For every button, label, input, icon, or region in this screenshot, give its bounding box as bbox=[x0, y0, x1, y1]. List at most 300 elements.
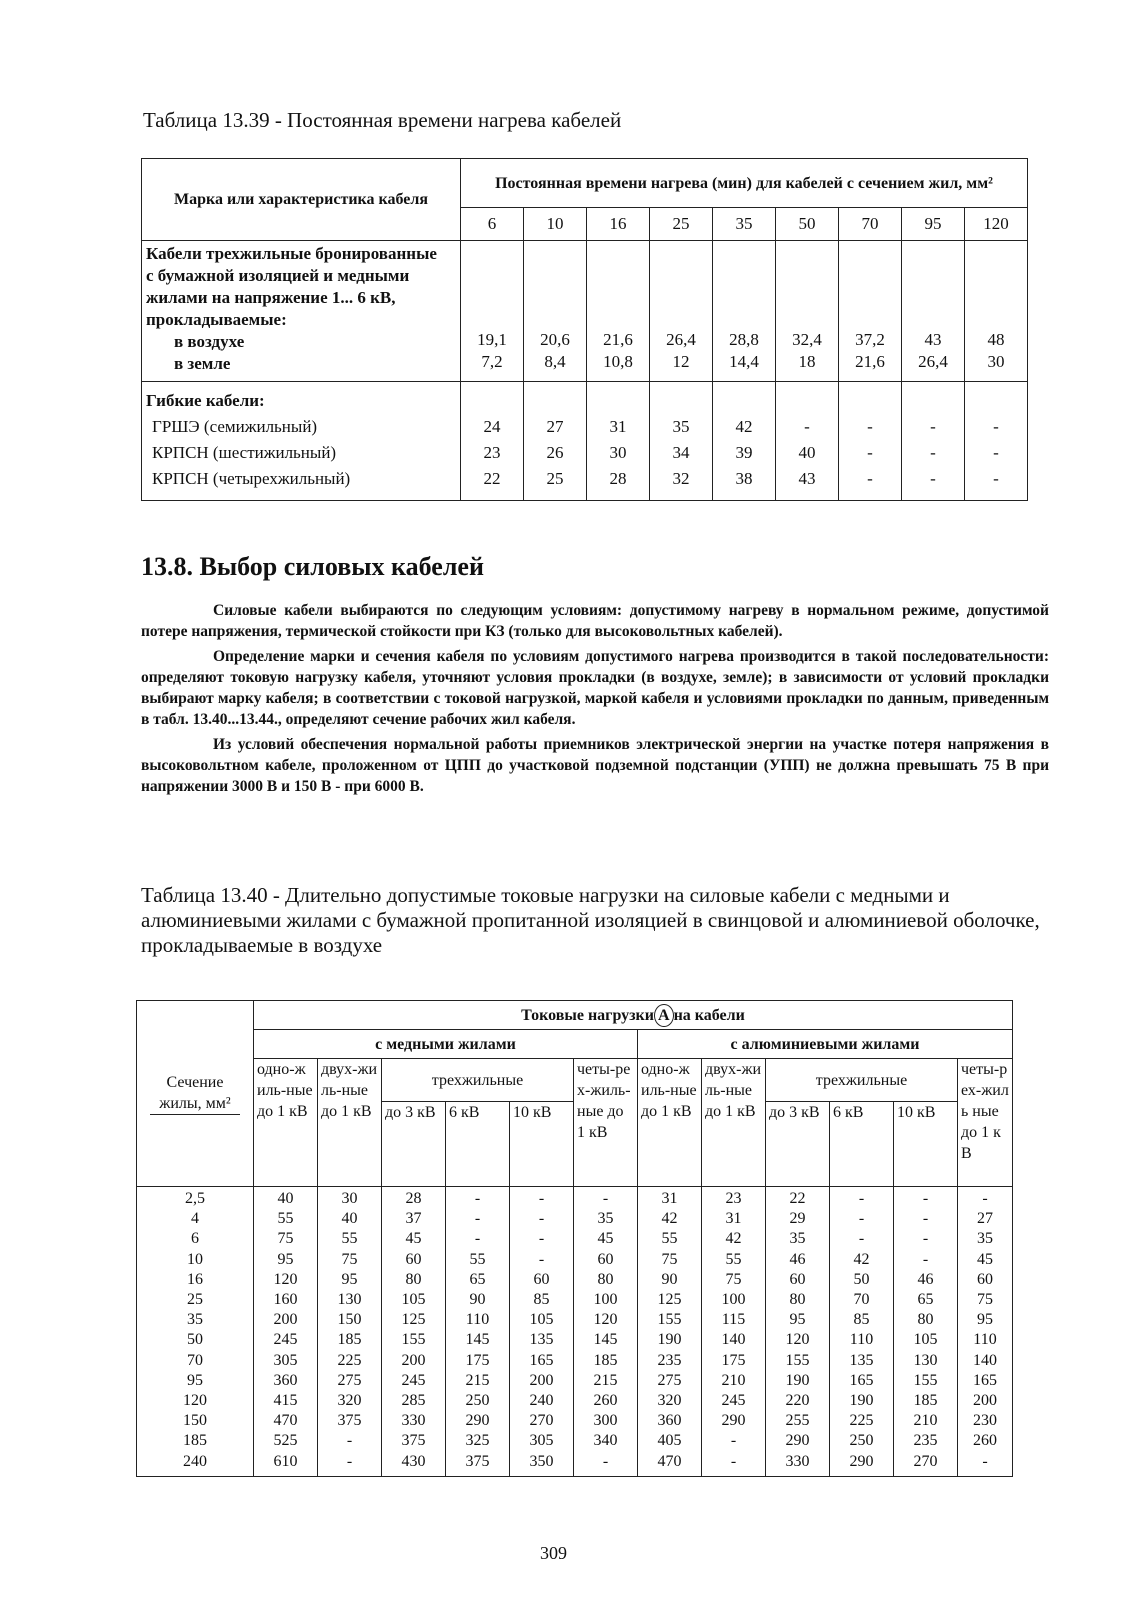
table1-section-10: 10 bbox=[524, 208, 587, 241]
table2-value: 290 bbox=[465, 1412, 490, 1430]
table2-value: 320 bbox=[337, 1392, 362, 1410]
table1-header-left: Марка или характеристика кабеля bbox=[142, 159, 461, 241]
page-number: 309 bbox=[540, 1543, 567, 1563]
table2-value: 185 bbox=[337, 1331, 362, 1349]
table2-header-top-suffix: на кабели bbox=[673, 1006, 745, 1024]
table2-value: - bbox=[922, 1230, 929, 1248]
unit-circle: А bbox=[654, 1004, 674, 1027]
table2-value: 29 bbox=[789, 1210, 806, 1228]
table2-value: 85 bbox=[853, 1311, 870, 1329]
table1-value: - bbox=[930, 443, 936, 462]
table2-sections-column bbox=[137, 1187, 254, 1477]
table2-value: 60 bbox=[977, 1270, 993, 1288]
paragraph-3: Из условий обеспечения нормальной работы приемников электрической энергии на участке потеря напряжения в высоковольтном кабеле, проложенном от ЦПП до участковой подземной подстанции (УПП) не должна превышать 75 В при напряжении 3000 В и 150 В - при 6000 В. bbox=[141, 736, 1049, 795]
table1-value: 35 bbox=[672, 417, 690, 436]
table2-value: 110 bbox=[465, 1311, 490, 1329]
table2-value: 145 bbox=[593, 1331, 618, 1349]
table2-value: 42 bbox=[661, 1210, 678, 1228]
table2-value: 60 bbox=[533, 1270, 550, 1288]
table2-value: 140 bbox=[973, 1351, 997, 1369]
table2-value: 55 bbox=[725, 1250, 742, 1268]
table2-value: 305 bbox=[273, 1351, 298, 1369]
table1-section-70: 70 bbox=[839, 208, 902, 241]
table1-group2-values bbox=[461, 382, 524, 501]
table2-value: - bbox=[922, 1190, 929, 1207]
table1-value: - bbox=[993, 443, 999, 462]
table2-value: 35 bbox=[977, 1230, 993, 1248]
table1-value: 7,2 bbox=[481, 352, 503, 371]
table2-value: 46 bbox=[917, 1270, 934, 1288]
table2-value: 60 bbox=[405, 1250, 422, 1268]
table2-value: 200 bbox=[973, 1392, 997, 1410]
table-13-39 bbox=[141, 158, 1028, 501]
table2-value: 75 bbox=[277, 1230, 294, 1248]
table2-value: 165 bbox=[973, 1371, 997, 1389]
table2-value: 235 bbox=[657, 1351, 682, 1369]
table2-value: - bbox=[346, 1432, 353, 1450]
table2-value: 290 bbox=[785, 1432, 810, 1450]
table2-value: 305 bbox=[529, 1432, 554, 1450]
table2-value: 260 bbox=[593, 1392, 618, 1410]
table2-value: 190 bbox=[657, 1331, 682, 1349]
table2-al-3kv: до 3 кВ bbox=[766, 1102, 830, 1187]
table2-value: 80 bbox=[597, 1270, 614, 1288]
table2-value: 285 bbox=[401, 1392, 426, 1410]
table2-value: 155 bbox=[785, 1351, 810, 1369]
table1-value: 23 bbox=[483, 443, 501, 462]
table2-value: - bbox=[474, 1190, 481, 1207]
table2-values-column bbox=[446, 1187, 510, 1477]
table2-cu-single: одно-жиль-ные до 1 кВ bbox=[254, 1059, 318, 1187]
paragraph-1: Силовые кабели выбираются по следующим условиям: допустимому нагреву в нормальном режиме, допустимой потере напряжения, термической стойкости при КЗ (только для высоковольтных кабелей). bbox=[141, 602, 1049, 640]
table2-value: 525 bbox=[273, 1432, 298, 1450]
table2-value: 200 bbox=[529, 1371, 554, 1389]
table2-value: 55 bbox=[469, 1250, 486, 1268]
table2-value: 150 bbox=[337, 1311, 362, 1329]
table1-section-95: 95 bbox=[902, 208, 965, 241]
table2-value: - bbox=[922, 1210, 929, 1228]
table1-row-krpsn4-label: КРПСН (четырехжильный) bbox=[152, 469, 351, 488]
table2-section-value: 35 bbox=[187, 1311, 203, 1329]
table2-value: 95 bbox=[789, 1311, 806, 1329]
table2-value: 90 bbox=[469, 1291, 486, 1309]
table1-group1 bbox=[142, 241, 461, 382]
table2-value: 110 bbox=[849, 1331, 874, 1349]
table2-cu-6kv: 6 кВ bbox=[446, 1102, 510, 1187]
table1-value: - bbox=[993, 417, 999, 436]
table2-value: 100 bbox=[721, 1291, 746, 1309]
table2-values-column bbox=[574, 1187, 638, 1477]
table2-cu-triple: трехжильные bbox=[382, 1059, 574, 1102]
table2-value: 125 bbox=[657, 1291, 682, 1309]
table2-value: 75 bbox=[977, 1291, 993, 1309]
table2-value: 35 bbox=[789, 1230, 806, 1248]
table2-value: 85 bbox=[533, 1291, 550, 1309]
table2-aluminium-header: с алюминиевыми жилами bbox=[638, 1030, 1013, 1059]
table2-caption: Таблица 13.40 - Длительно допустимые токовые нагрузки на силовые кабели с медными и алюминиевыми жилами с бумажной пропитанной изоляцией в свинцовой и алюминиевой оболочке, прокладываемые в воздухе bbox=[141, 883, 1040, 957]
table2-value: 135 bbox=[849, 1351, 874, 1369]
table2-value: 430 bbox=[401, 1452, 426, 1470]
table2-value: 42 bbox=[725, 1230, 742, 1248]
table1-section-25: 25 bbox=[650, 208, 713, 241]
table1-value: 27 bbox=[546, 417, 564, 436]
table1-value: 12 bbox=[672, 352, 690, 371]
table2-value: 80 bbox=[917, 1311, 934, 1329]
table2-value: - bbox=[922, 1250, 929, 1268]
table2-value: 330 bbox=[401, 1412, 426, 1430]
table2-value: - bbox=[538, 1230, 545, 1248]
table2-value: 28 bbox=[405, 1190, 422, 1207]
table2-section-value: 4 bbox=[191, 1210, 199, 1228]
table2-body-row bbox=[137, 1187, 1013, 1477]
table2-value: - bbox=[474, 1230, 481, 1248]
table2-value: 105 bbox=[401, 1291, 426, 1309]
table1-group2-values bbox=[902, 382, 965, 501]
table1-group1-values bbox=[713, 241, 776, 382]
table1-value: 34 bbox=[672, 443, 690, 462]
table2-value: 46 bbox=[789, 1250, 806, 1268]
table2-value: - bbox=[858, 1210, 865, 1228]
table2-value: 65 bbox=[917, 1291, 934, 1309]
table1-value: 28 bbox=[609, 469, 627, 488]
table2-values-column bbox=[318, 1187, 382, 1477]
table1-spacer bbox=[654, 241, 708, 329]
table2-value: 115 bbox=[721, 1311, 746, 1329]
table1-group2-values bbox=[587, 382, 650, 501]
table1-group2-values bbox=[776, 382, 839, 501]
table1-value: - bbox=[867, 417, 873, 436]
table2-value: 220 bbox=[785, 1392, 810, 1410]
table1-row-ground-label: в земле bbox=[174, 354, 231, 373]
table2-value: 40 bbox=[277, 1190, 294, 1207]
table2-value: 330 bbox=[785, 1452, 810, 1470]
table1-value: 21,6 bbox=[855, 352, 885, 371]
table1-value: 30 bbox=[609, 443, 627, 462]
table2-value: 31 bbox=[661, 1190, 678, 1207]
table2-section-value: 95 bbox=[187, 1371, 203, 1389]
table1-spacer bbox=[717, 241, 771, 329]
table2-value: 45 bbox=[405, 1230, 422, 1248]
table1-value: 26,4 bbox=[918, 352, 948, 371]
table2-value: - bbox=[982, 1190, 988, 1207]
table1-value: 28,8 bbox=[729, 330, 759, 349]
table1-spacer bbox=[465, 241, 519, 329]
table1-group1-values bbox=[839, 241, 902, 382]
table2-section-value: 70 bbox=[187, 1351, 203, 1369]
table2-value: 145 bbox=[465, 1331, 490, 1349]
body-text bbox=[141, 600, 1049, 797]
table2-value: 175 bbox=[721, 1351, 746, 1369]
table2-value: 415 bbox=[273, 1392, 298, 1410]
table2-value: 375 bbox=[465, 1452, 490, 1470]
table2-section-value: 240 bbox=[183, 1452, 207, 1470]
table2-value: 245 bbox=[401, 1371, 426, 1389]
table2-value: - bbox=[982, 1452, 988, 1470]
table2-value: 160 bbox=[273, 1291, 298, 1309]
table2-value: 105 bbox=[529, 1311, 554, 1329]
table1-row-grshe-label: ГРШЭ (семижильный) bbox=[152, 417, 318, 436]
table2-value: 210 bbox=[913, 1412, 938, 1430]
table1-group1-values bbox=[776, 241, 839, 382]
table1-value: 37,2 bbox=[855, 330, 885, 349]
table2-value: 225 bbox=[849, 1412, 874, 1430]
table2-value: - bbox=[346, 1452, 353, 1470]
table2-value: - bbox=[474, 1210, 481, 1228]
table2-values-column bbox=[894, 1187, 958, 1477]
table2-value: 185 bbox=[913, 1392, 938, 1410]
table2-value: 31 bbox=[725, 1210, 742, 1228]
table2-value: 375 bbox=[337, 1412, 362, 1430]
table2-value: 100 bbox=[593, 1291, 618, 1309]
table2-value: 250 bbox=[465, 1392, 490, 1410]
table2-value: 75 bbox=[725, 1270, 742, 1288]
table1-value: 38 bbox=[735, 469, 753, 488]
table2-value: 235 bbox=[913, 1432, 938, 1450]
table1-group1-values bbox=[902, 241, 965, 382]
table2-value: 140 bbox=[721, 1331, 746, 1349]
table2-value: 95 bbox=[977, 1311, 993, 1329]
table2-value: 70 bbox=[853, 1291, 870, 1309]
table1-group2-title: Гибкие кабели: bbox=[146, 391, 265, 410]
table1-value: 20,6 bbox=[540, 330, 570, 349]
table2-value: - bbox=[538, 1210, 545, 1228]
table2-value: 155 bbox=[401, 1331, 426, 1349]
table2-value: 130 bbox=[913, 1351, 938, 1369]
table2-value: 30 bbox=[341, 1190, 358, 1207]
table2-value: - bbox=[858, 1190, 865, 1207]
table2-value: 42 bbox=[853, 1250, 870, 1268]
table2-section-label: Сечение жилы, мм² bbox=[150, 1072, 240, 1115]
table1-value: 32 bbox=[672, 469, 690, 488]
section-title: 13.8. Выбор силовых кабелей bbox=[141, 552, 484, 581]
table2-value: 75 bbox=[661, 1250, 678, 1268]
table1-section-16: 16 bbox=[587, 208, 650, 241]
table2-value: 120 bbox=[593, 1311, 618, 1329]
table2-value: 165 bbox=[849, 1371, 874, 1389]
table1-value: - bbox=[930, 469, 936, 488]
table2-value: 120 bbox=[273, 1270, 298, 1288]
table2-value: 165 bbox=[529, 1351, 554, 1369]
table2-values-column bbox=[638, 1187, 702, 1477]
table2-value: - bbox=[730, 1452, 737, 1470]
table2-value: 50 bbox=[853, 1270, 870, 1288]
table1-value: 31 bbox=[609, 417, 627, 436]
table2-value: 190 bbox=[849, 1392, 874, 1410]
table1-header-group: Постоянная времени нагрева (мин) для кабелей с сечением жил, мм² bbox=[461, 159, 1028, 208]
table1-section-35: 35 bbox=[713, 208, 776, 241]
table2-value: 325 bbox=[465, 1432, 490, 1450]
table1-value: 39 bbox=[735, 443, 753, 462]
table2-value: - bbox=[730, 1432, 737, 1450]
table2-value: 360 bbox=[657, 1412, 682, 1430]
table2-value: 470 bbox=[657, 1452, 682, 1470]
table1-value: 48 bbox=[987, 330, 1005, 349]
table2-values-column bbox=[510, 1187, 574, 1477]
table2-value: 610 bbox=[273, 1452, 298, 1470]
table2-value: 55 bbox=[277, 1210, 294, 1228]
table2-value: 22 bbox=[789, 1190, 806, 1207]
table2-value: 105 bbox=[913, 1331, 938, 1349]
table1-spacer bbox=[843, 241, 897, 329]
table2-values-column bbox=[382, 1187, 446, 1477]
table2-value: 40 bbox=[341, 1210, 358, 1228]
table2-section-value: 16 bbox=[187, 1270, 203, 1288]
table2-value: 95 bbox=[341, 1270, 358, 1288]
table2-value: 80 bbox=[789, 1291, 806, 1309]
table1-value: 22 bbox=[483, 469, 501, 488]
table2-value: 45 bbox=[597, 1230, 614, 1248]
table2-value: 405 bbox=[657, 1432, 682, 1450]
table2-value: 470 bbox=[273, 1412, 298, 1430]
table1-value: - bbox=[993, 469, 999, 488]
table2-section-value: 150 bbox=[183, 1412, 207, 1430]
table2-value: 260 bbox=[973, 1432, 997, 1450]
table2-al-double: двух-жиль-ные до 1 кВ bbox=[702, 1059, 766, 1187]
table2-value: 245 bbox=[273, 1331, 298, 1349]
table1-value: 43 bbox=[924, 330, 942, 349]
table1-group1-values bbox=[650, 241, 713, 382]
table2-value: 270 bbox=[913, 1452, 938, 1470]
table2-value: 45 bbox=[977, 1250, 993, 1268]
table2-value: 37 bbox=[405, 1210, 422, 1228]
table1-value: - bbox=[804, 417, 810, 436]
table2-section-value: 6 bbox=[191, 1230, 199, 1248]
table2-values-column bbox=[958, 1187, 1013, 1477]
table1-value: 25 bbox=[546, 469, 564, 488]
table1-group1-values bbox=[524, 241, 587, 382]
table2-section-value: 25 bbox=[187, 1291, 203, 1309]
table2-value: 300 bbox=[593, 1412, 618, 1430]
table2-value: 360 bbox=[273, 1371, 298, 1389]
table2-value: 250 bbox=[849, 1432, 874, 1450]
table1-group2-values bbox=[713, 382, 776, 501]
table1-spacer bbox=[591, 241, 645, 329]
table1-spacer bbox=[969, 241, 1023, 329]
table2-values-column bbox=[766, 1187, 830, 1477]
table1-value: 8,4 bbox=[544, 352, 566, 371]
table2-al-single: одно-жиль-ные до 1 кВ bbox=[638, 1059, 702, 1187]
paragraph-2: Определение марки и сечения кабеля по условиям допустимого нагрева производится в такой последовательности: определяют токовую нагрузку кабеля, уточняют условия прокладки (в воздухе, земле); в зависимости от условий прокладки выбирают марку кабеля; в соответствии с токовой нагрузкой, маркой кабеля и условиями прокладки по данным, приведенным в табл. 13.40...13.44., определяют сечение рабочих жил кабеля. bbox=[141, 648, 1049, 728]
table2-al-quad: четы-рех-жиль ные до 1 кВ bbox=[958, 1059, 1013, 1187]
table2-value: 375 bbox=[401, 1432, 426, 1450]
table2-value: 75 bbox=[341, 1250, 358, 1268]
table2-value: 80 bbox=[405, 1270, 422, 1288]
table2-value: 55 bbox=[341, 1230, 358, 1248]
table2-value: 275 bbox=[337, 1371, 362, 1389]
table2-values-column bbox=[830, 1187, 894, 1477]
table1-value: 26,4 bbox=[666, 330, 696, 349]
table2-section-value: 120 bbox=[183, 1392, 207, 1410]
table1-value: 26 bbox=[546, 443, 564, 462]
table2-value: 230 bbox=[973, 1412, 997, 1430]
table2-value: 210 bbox=[721, 1371, 746, 1389]
table2-value: 55 bbox=[661, 1230, 678, 1248]
table2-value: - bbox=[602, 1452, 609, 1470]
table2-value: 175 bbox=[465, 1351, 490, 1369]
table1-group2-values bbox=[965, 382, 1028, 501]
table1-value: 32,4 bbox=[792, 330, 822, 349]
table1-group2-values bbox=[839, 382, 902, 501]
table1-group1-values bbox=[965, 241, 1028, 382]
table1-row-krpsn6-label: КРПСН (шестижильный) bbox=[152, 443, 337, 462]
table1-value: - bbox=[930, 417, 936, 436]
table2-value: 190 bbox=[785, 1371, 810, 1389]
table2-header-top-label: Токовые нагрузки bbox=[521, 1006, 654, 1024]
table2-values-column bbox=[254, 1187, 318, 1477]
table1-group1-title: Кабели трехжильные бронированные с бумажной изоляцией и медными жилами на напряжение 1... 6 кВ, прокладываемые: bbox=[146, 244, 437, 329]
table2-value: 135 bbox=[529, 1331, 554, 1349]
table2-value: - bbox=[858, 1230, 865, 1248]
table1-value: 24 bbox=[483, 417, 501, 436]
table2-value: 35 bbox=[597, 1210, 614, 1228]
table1-section-6: 6 bbox=[461, 208, 524, 241]
table1-row-air-label: в воздухе bbox=[174, 332, 245, 351]
table2-section-value: 2,5 bbox=[185, 1190, 205, 1207]
table1-value: 40 bbox=[798, 443, 816, 462]
table1-group2 bbox=[142, 382, 461, 501]
table2-al-triple: трехжильные bbox=[766, 1059, 958, 1102]
table2-value: 340 bbox=[593, 1432, 618, 1450]
table2-value: 155 bbox=[913, 1371, 938, 1389]
table2-cu-double: двух-жиль-ные до 1 кВ bbox=[318, 1059, 382, 1187]
table2-value: 215 bbox=[593, 1371, 618, 1389]
table2-value: 270 bbox=[529, 1412, 554, 1430]
table2-section-header bbox=[137, 1001, 254, 1187]
table2-cu-10kv: 10 кВ bbox=[510, 1102, 574, 1187]
table2-value: - bbox=[538, 1190, 545, 1207]
table2-value: 27 bbox=[977, 1210, 993, 1228]
table2-value: 350 bbox=[529, 1452, 554, 1470]
table2-value: 240 bbox=[529, 1392, 554, 1410]
table2-value: 185 bbox=[593, 1351, 618, 1369]
table2-copper-header: с медными жилами bbox=[254, 1030, 638, 1059]
table2-value: 65 bbox=[469, 1270, 486, 1288]
table2-value: 275 bbox=[657, 1371, 682, 1389]
table2-header-top bbox=[254, 1001, 1013, 1030]
table2-value: - bbox=[602, 1190, 609, 1207]
table1-value: 18 bbox=[798, 352, 816, 371]
table2-section-value: 185 bbox=[183, 1432, 207, 1450]
table2-cu-3kv: до 3 кВ bbox=[382, 1102, 446, 1187]
table1-spacer bbox=[906, 241, 960, 329]
table2-value: 155 bbox=[657, 1311, 682, 1329]
table1-value: 30 bbox=[987, 352, 1005, 371]
table1-group2-values bbox=[524, 382, 587, 501]
table2-al-6kv: 6 кВ bbox=[830, 1102, 894, 1187]
table1-value: - bbox=[867, 469, 873, 488]
table2-value: 60 bbox=[789, 1270, 806, 1288]
table2-value: 60 bbox=[597, 1250, 614, 1268]
table2-value: 23 bbox=[725, 1190, 742, 1207]
table2-section-value: 10 bbox=[187, 1250, 203, 1268]
table2-value: 120 bbox=[785, 1331, 810, 1349]
table2-value: - bbox=[538, 1250, 545, 1268]
table2-value: 225 bbox=[337, 1351, 362, 1369]
table2-value: 290 bbox=[721, 1412, 746, 1430]
table1-value: 14,4 bbox=[729, 352, 759, 371]
table1-section-50: 50 bbox=[776, 208, 839, 241]
table1-value: 10,8 bbox=[603, 352, 633, 371]
table1-value: 19,1 bbox=[477, 330, 507, 349]
table2-al-10kv: 10 кВ bbox=[894, 1102, 958, 1187]
table2-value: 130 bbox=[337, 1291, 362, 1309]
table2-value: 125 bbox=[401, 1311, 426, 1329]
table2-value: 245 bbox=[721, 1392, 746, 1410]
table2-cu-quad: четы-рех-жиль-ные до 1 кВ bbox=[574, 1059, 638, 1187]
table2-values-column bbox=[702, 1187, 766, 1477]
table2-value: 200 bbox=[273, 1311, 298, 1329]
table2-value: 255 bbox=[785, 1412, 810, 1430]
